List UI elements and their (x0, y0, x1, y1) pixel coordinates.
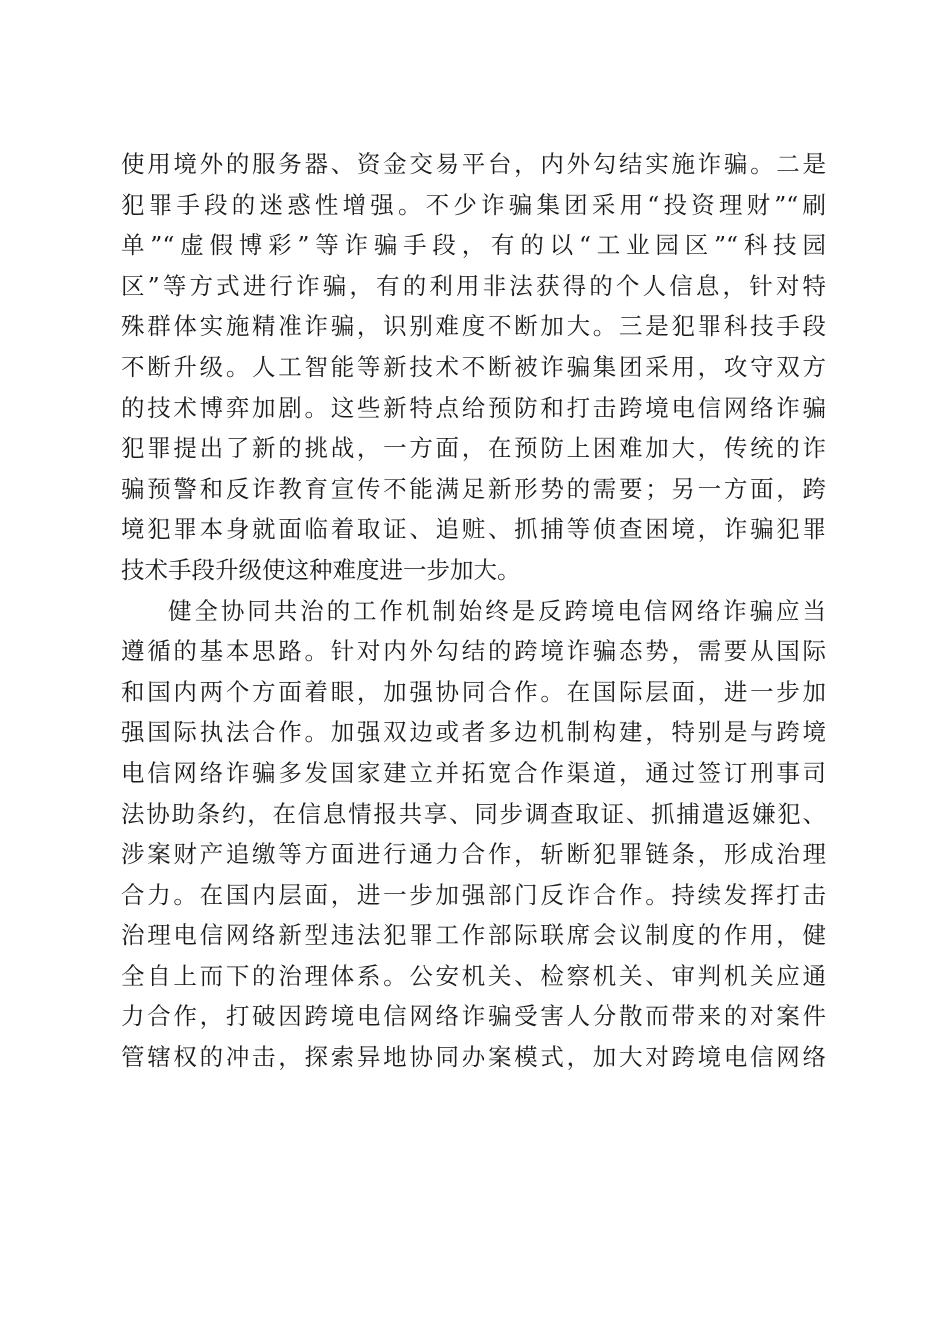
paragraph-1 (121, 144, 826, 591)
text-line: 力合作，打破因跨境电信网络诈骗受害人分散而带来的对案件 (121, 1002, 826, 1031)
text-line: 骗预警和反诈教育宣传不能满足新形势的需要；另一方面，跨 (121, 474, 826, 503)
text-line: 电信网络诈骗多发国家建立并拓宽合作渠道，通过签订刑事司 (121, 758, 826, 787)
text-line: 殊群体实施精准诈骗，识别难度不断加大。三是犯罪科技手段 (121, 312, 826, 341)
text-line: 区”等方式进行诈骗，有的利用非法获得的个人信息，针对特 (121, 271, 826, 300)
text-line: 健全协同共治的工作机制始终是反跨境电信网络诈骗应当 (168, 596, 826, 625)
text-line: 不断升级。人工智能等新技术不断被诈骗集团采用，攻守双方 (121, 352, 826, 381)
text-line: 使用境外的服务器、资金交易平台，内外勾结实施诈骗。二是 (121, 150, 826, 178)
text-line: 遵循的基本思路。针对内外勾结的跨境诈骗态势，需要从国际 (121, 637, 826, 666)
text-line: 和国内两个方面着眼，加强协同合作。在国际层面，进一步加 (121, 677, 826, 706)
body-text (121, 144, 826, 1078)
paragraph-2 (121, 591, 826, 1078)
text-line: 强国际执法合作。加强双边或者多边机制构建，特别是与跨境 (121, 718, 826, 747)
text-line: 治理电信网络新型违法犯罪工作部际联席会议制度的作用，健 (121, 921, 826, 950)
text-line: 技术手段升级使这种难度进一步加大。 (121, 555, 521, 584)
text-line: 犯罪手段的迷惑性增强。不少诈骗集团采用“投资理财”“刷 (121, 190, 826, 219)
text-line: 单”“虚假博彩”等诈骗手段，有的以“工业园区”“科技园 (121, 231, 826, 260)
text-line: 全自上而下的治理体系。公安机关、检察机关、审判机关应通 (121, 961, 826, 990)
text-line: 犯罪提出了新的挑战，一方面，在预防上困难加大，传统的诈 (121, 434, 826, 463)
text-line: 合力。在国内层面，进一步加强部门反诈合作。持续发挥打击 (121, 880, 826, 909)
text-line: 境犯罪本身就面临着取证、追赃、抓捕等侦查困境，诈骗犯罪 (121, 515, 826, 544)
text-line: 法协助条约，在信息情报共享、同步调查取证、抓捕遣返嫌犯、 (121, 799, 826, 828)
text-line: 管辖权的冲击，探索异地协同办案模式，加大对跨境电信网络 (121, 1043, 826, 1072)
text-line: 的技术博弈加剧。这些新特点给预防和打击跨境电信网络诈骗 (121, 393, 826, 422)
text-line: 涉案财产追缴等方面进行通力合作，斩断犯罪链条，形成治理 (121, 840, 826, 869)
